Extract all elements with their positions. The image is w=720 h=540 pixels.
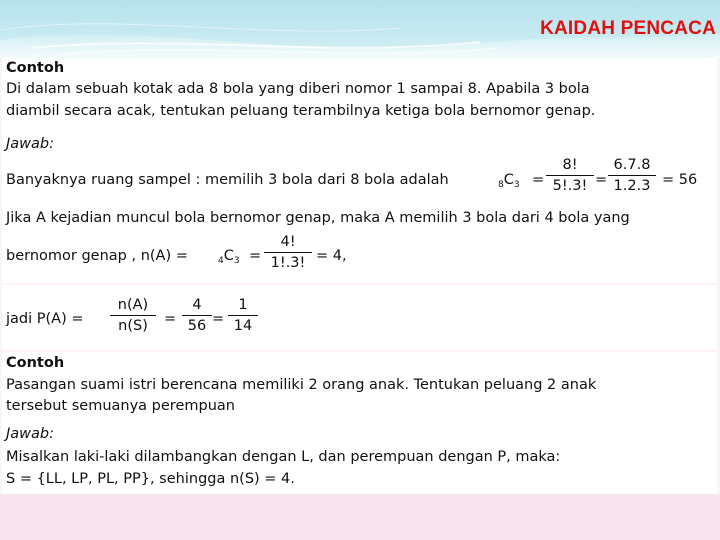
example2-line2: S = {LL, LP, PL, PP}, sehingga n(S) = 4. bbox=[6, 471, 295, 487]
fraction-8-factorial: $\frac{8!}{5!.3!}$ bbox=[546, 158, 594, 193]
conclusion-label: jadi P(A) = bbox=[6, 311, 84, 327]
result-4: = 4, bbox=[316, 248, 347, 264]
fraction-nA-over-nS: $\frac{n(A)}{n(S)}$ bbox=[110, 298, 156, 333]
example2-answer-label: Jawab: bbox=[6, 426, 54, 442]
bottom-bar bbox=[0, 494, 720, 540]
example1-heading: Contoh bbox=[6, 60, 65, 76]
header-band bbox=[0, 0, 720, 58]
equals-sign: = bbox=[249, 248, 262, 264]
combination-8c3: $_8C_3$ bbox=[498, 172, 520, 190]
equals-sign: = bbox=[212, 311, 225, 327]
combination-4c3: $_4C_3$ bbox=[218, 248, 240, 266]
equals-sign: = bbox=[164, 311, 177, 327]
example2-problem-line1: Pasangan suami istri berencana memiliki 2 orang anak. Tentukan peluang 2 anak bbox=[6, 377, 597, 393]
fraction-4-factorial: $\frac{4!}{1!.3!}$ bbox=[264, 235, 312, 270]
result-56: = 56 bbox=[662, 172, 698, 188]
example2-heading: Contoh bbox=[6, 355, 65, 371]
event-line1: Jika A kejadian muncul bola bernomor genap, maka A memilih 3 bola dari 4 bola yang bbox=[6, 210, 630, 226]
example2-problem-line2: tersebut semuanya perempuan bbox=[6, 398, 235, 414]
event-line2: bernomor genap , n(A) = bbox=[6, 248, 188, 264]
example1-problem-line2: diambil secara acak, tentukan peluang terambilnya ketiga bola bernomor genap. bbox=[6, 103, 596, 119]
fraction-4-over-56: $\frac{4}{56}$ bbox=[182, 298, 212, 333]
fraction-678-over-123: $\frac{6.7.8}{1.2.3}$ bbox=[608, 158, 656, 193]
example2-line1: Misalkan laki-laki dilambangkan dengan L, dan perempuan dengan P, maka: bbox=[6, 449, 561, 465]
equals-sign: = bbox=[595, 172, 608, 188]
slide-title: KAIDAH PENCACA bbox=[540, 18, 716, 39]
fraction-1-over-14: $\frac{1}{14}$ bbox=[228, 298, 258, 333]
example1-answer-label: Jawab: bbox=[6, 136, 54, 152]
example1-problem-line1: Di dalam sebuah kotak ada 8 bola yang diberi nomor 1 sampai 8. Apabila 3 bola bbox=[6, 81, 590, 97]
equals-sign: = bbox=[532, 172, 545, 188]
sample-space-text: Banyaknya ruang sampel : memilih 3 bola dari 8 bola adalah bbox=[6, 172, 449, 188]
